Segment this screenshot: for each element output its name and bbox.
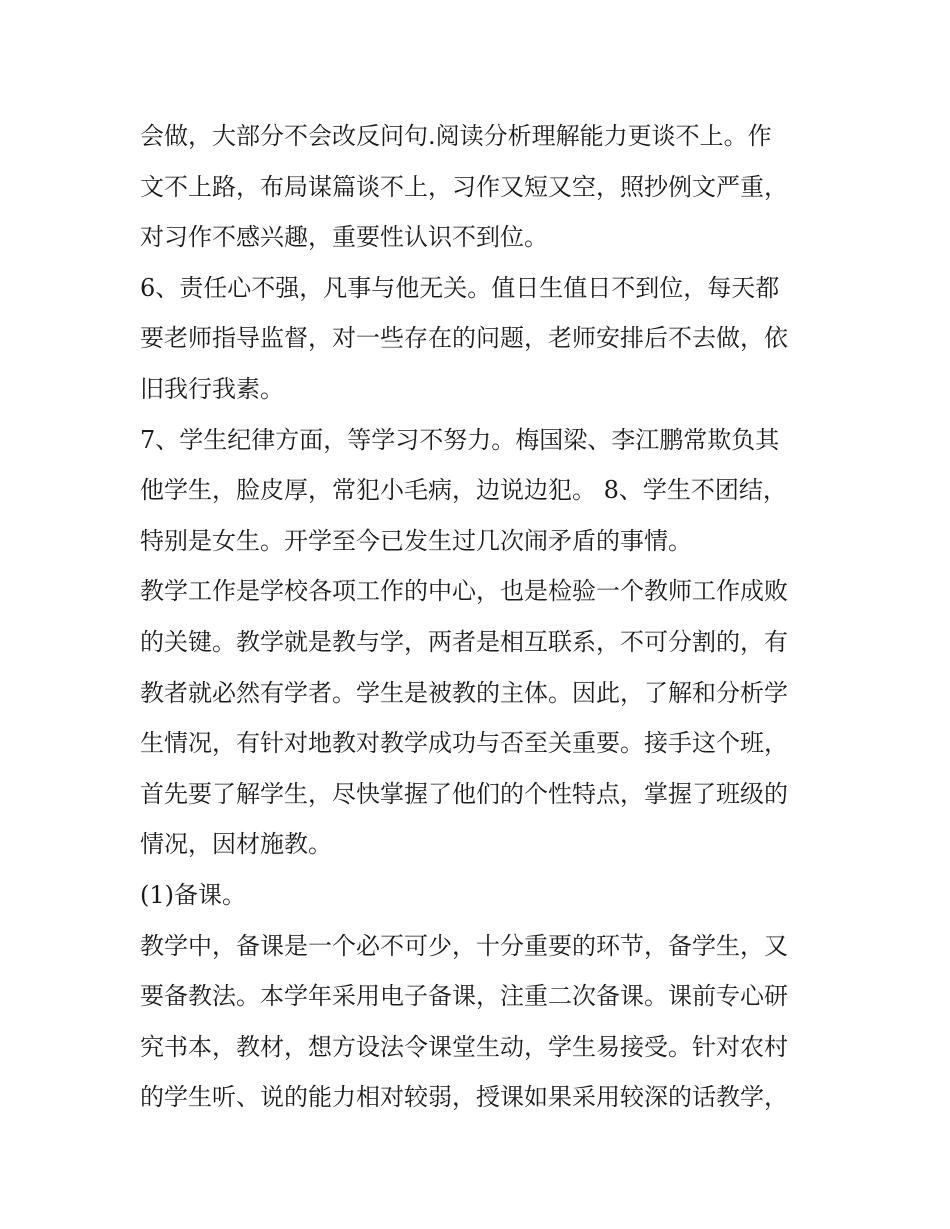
text-line-20: 的学生听、说的能力相对较弱，授课如果采用较深的话教学， (140, 1083, 788, 1112)
text-line-9: 特别是女生。开学至今已发生过几次闹矛盾的事情。 (140, 526, 692, 555)
text-line-15: 情况，因材施教。 (140, 830, 332, 859)
text-line-14: 首先要了解学生，尽快掌握了他们的个性特点，掌握了班级的 (140, 779, 788, 808)
text-line-3: 对习作不感兴趣，重要性认识不到位。 (140, 223, 548, 252)
text-line-6: 旧我行我素。 (140, 374, 284, 403)
text-line-1: 会做，大部分不会改反问句.阅读分析理解能力更谈不上。作 (140, 122, 772, 150)
text-line-10: 教学工作是学校各项工作的中心，也是检验一个教师工作成败 (140, 577, 788, 606)
text-line-5: 要老师指导监督，对一些存在的问题，老师安排后不去做，依 (140, 324, 788, 353)
text-line-17: 教学中，备课是一个必不可少，十分重要的环节，备学生，又 (140, 931, 788, 960)
text-line-16: (1)备课。 (140, 880, 246, 909)
text-line-13: 生情况，有针对地教对教学成功与否至关重要。接手这个班， (140, 729, 788, 758)
body-text (140, 111, 820, 1123)
text-line-4: 6、责任心不强，凡事与他无关。值日生值日不到位，每天都 (140, 273, 780, 302)
text-line-19: 究书本，教材，想方设法令课堂生动，学生易接受。针对农村 (140, 1032, 788, 1061)
text-line-7: 7、学生纪律方面，等学习不努力。梅国梁、李江鹏常欺负其 (140, 425, 780, 454)
text-line-12: 教者就必然有学者。学生是被教的主体。因此，了解和分析学 (140, 678, 788, 707)
text-line-11: 的关键。教学就是教与学，两者是相互联系，不可分割的，有 (140, 627, 788, 656)
text-line-2: 文不上路，布局谋篇谈不上，习作又短又空，照抄例文严重， (140, 172, 788, 201)
text-line-18: 要备教法。本学年采用电子备课，注重二次备课。课前专心研 (140, 982, 788, 1011)
text-line-8: 他学生，脸皮厚，常犯小毛病，边说边犯。 8、学生不团结， (140, 476, 787, 505)
